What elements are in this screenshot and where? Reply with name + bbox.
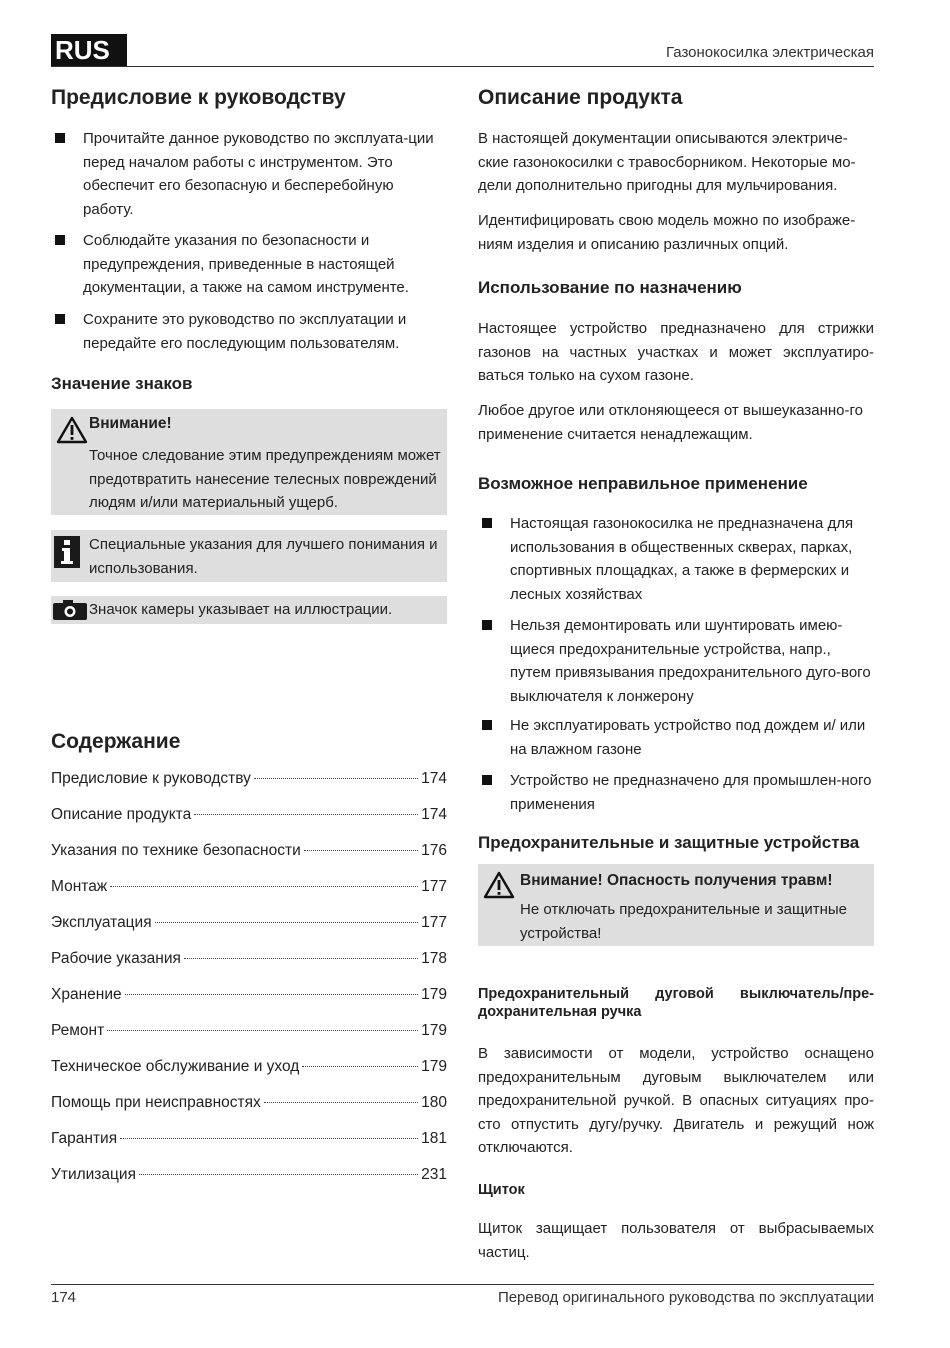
product-paragraph: В настоящей документации описываются электриче-ские газонокосилки с травосборником. Некоторые мо-дели дополнительно пригодны для мульчирования. (478, 130, 856, 194)
safety-warning-title: Внимание! Опасность получения травм! (520, 872, 833, 889)
safety-warning-body: Не отключать предохранительные и защитные устройства! (520, 901, 848, 942)
footer-note: Перевод оригинального руководства по эксплуатации (497, 1289, 874, 1306)
toc-leader (184, 958, 418, 959)
warning-triangle-icon (56, 416, 88, 444)
bullet-square-icon (482, 775, 492, 785)
toc-label: Гарантия (51, 1130, 118, 1147)
toc-leader (194, 814, 418, 815)
toc-entry[interactable] (51, 878, 447, 914)
intended-use-paragraph: Любое другое или отклоняющееся от вышеуказанно-го применение считается ненадлежащим. (478, 402, 863, 443)
toc-label: Техническое обслуживание и уход (51, 1058, 300, 1075)
toc-page: 179 (421, 986, 447, 1003)
toc-page: 179 (421, 1058, 447, 1075)
toc-leader (264, 1102, 418, 1103)
list-item (478, 714, 874, 761)
toc-label: Описание продукта (51, 806, 192, 823)
toc-entry[interactable] (51, 806, 447, 842)
toc-label: Эксплуатация (51, 914, 152, 931)
toc-entry[interactable] (51, 1166, 447, 1202)
safety-warning-box (478, 864, 874, 946)
bullet-text: Настоящая газонокосилка не предназначена для использования в общественных скверах, парках, спортивных площадках, а также в фермерских и лесных хозяйствах (510, 515, 854, 603)
product-paragraph: Идентифицировать свою модель можно по изображе-ниям изделия и описанию различных опций. (478, 212, 856, 253)
list-item (478, 769, 874, 816)
intended-use-heading: Использование по назначению (478, 278, 742, 297)
toc-label: Предисловие к руководству (51, 770, 251, 787)
list-item (51, 229, 447, 300)
intended-use-paragraph: Настоящее устройство предназначено для стрижки газонов на частных участках и может эксплуатиро-ваться только на сухом газоне. (478, 320, 874, 384)
safety-devices-heading: Предохранительные и защитные устройства (478, 833, 860, 852)
bullet-square-icon (55, 133, 65, 143)
toc-page: 181 (421, 1130, 447, 1147)
toc-leader (107, 1030, 418, 1031)
toc-label: Монтаж (51, 878, 108, 895)
list-item (478, 512, 874, 606)
header-title: Газонокосилка электрическая (666, 44, 874, 61)
toc-label: Утилизация (51, 1166, 136, 1183)
switch-heading: Предохранительный дуговой выключатель/пре-дохранительная ручка (478, 986, 874, 1020)
bullet-square-icon (482, 518, 492, 528)
toc-page: 180 (421, 1094, 447, 1111)
warning-box (51, 409, 447, 515)
toc-leader (125, 994, 419, 995)
bullet-square-icon (55, 314, 65, 324)
bullet-text: Сохраните это руководство по эксплуатации и передайте его последующим пользователям. (83, 311, 407, 352)
toc-entry[interactable] (51, 1130, 447, 1166)
toc-page: 177 (421, 878, 447, 895)
toc-leader (120, 1138, 418, 1139)
toc-leader (155, 922, 419, 923)
toc-leader (304, 850, 418, 851)
toc-label: Ремонт (51, 1022, 105, 1039)
toc-entry[interactable] (51, 950, 447, 986)
bullet-text: Соблюдайте указания по безопасности и предупреждения, приведенные в настоящей документации, а также на самом инструменте. (83, 232, 409, 296)
toc-heading: Содержание (51, 730, 181, 753)
toc-label: Помощь при неисправностях (51, 1094, 261, 1111)
bullet-text: Прочитайте данное руководство по эксплуата-ции перед началом работы с инструментом. Это обеспечит его безопасную и бесперебойную работу. (83, 130, 434, 218)
shield-heading: Щиток (478, 1182, 525, 1198)
warning-triangle-icon (483, 871, 515, 899)
toc-page: 177 (421, 914, 447, 931)
toc-entry[interactable] (51, 842, 447, 878)
table-of-contents (51, 770, 447, 1202)
toc-entry[interactable] (51, 914, 447, 950)
toc-leader (110, 886, 418, 887)
bullet-square-icon (482, 720, 492, 730)
toc-label: Рабочие указания (51, 950, 181, 967)
bullet-square-icon (482, 620, 492, 630)
info-body: Специальные указания для лучшего понимания и использования. (89, 536, 438, 577)
toc-page: 231 (421, 1166, 447, 1183)
toc-leader (302, 1066, 418, 1067)
preface-heading: Предисловие к руководству (51, 86, 346, 109)
bullet-text: Нельзя демонтировать или шунтировать имею-щиеся предохранительные устройства, напр., путем привязывания предохранительного дуго-вого выключателя к лонжерону (510, 617, 871, 705)
toc-entry[interactable] (51, 986, 447, 1022)
list-item (51, 127, 447, 221)
bullet-text: Не эксплуатировать устройство под дождем и/ или на влажном газоне (510, 717, 866, 758)
camera-body: Значок камеры указывает на иллюстрации. (89, 601, 393, 618)
bullet-square-icon (55, 235, 65, 245)
language-badge: RUS (51, 34, 127, 66)
toc-entry[interactable] (51, 1094, 447, 1130)
page-number: 174 (51, 1289, 77, 1306)
symbols-heading: Значение знаков (51, 374, 193, 393)
switch-paragraph: В зависимости от модели, устройство оснащено предохранительным дуговым выключателем или предохранительной ручкой. В опасных ситуациях про-сто отпустить дугу/ручку. Двигатель и режущий нож отключаются. (478, 1045, 874, 1156)
toc-leader (254, 778, 418, 779)
toc-page: 176 (421, 842, 447, 859)
camera-box (51, 596, 447, 624)
toc-entry[interactable] (51, 1022, 447, 1058)
toc-page: 178 (421, 950, 447, 967)
info-box (51, 530, 447, 582)
footer-divider (51, 1284, 874, 1285)
list-item (51, 308, 447, 355)
camera-icon (53, 600, 87, 620)
bullet-text: Устройство не предназначено для промышлен-ного применения (510, 772, 872, 813)
toc-label: Указания по технике безопасности (51, 842, 301, 859)
header-divider (51, 66, 874, 67)
toc-page: 179 (421, 1022, 447, 1039)
warning-title: Внимание! (89, 415, 172, 432)
info-icon (54, 536, 80, 568)
toc-label: Хранение (51, 986, 122, 1003)
toc-entry[interactable] (51, 770, 447, 806)
toc-page: 174 (421, 806, 447, 823)
shield-paragraph: Щиток защищает пользователя от выбрасываемых частиц. (478, 1220, 874, 1261)
toc-page: 174 (421, 770, 447, 787)
list-item (478, 614, 874, 708)
toc-entry[interactable] (51, 1058, 447, 1094)
toc-leader (139, 1174, 418, 1175)
warning-body: Точное следование этим предупреждениям может предотвратить нанесение телесных повреждений людям и/или материальный ущерб. (89, 447, 441, 511)
misuse-heading: Возможное неправильное применение (478, 474, 808, 493)
product-heading: Описание продукта (478, 86, 683, 109)
